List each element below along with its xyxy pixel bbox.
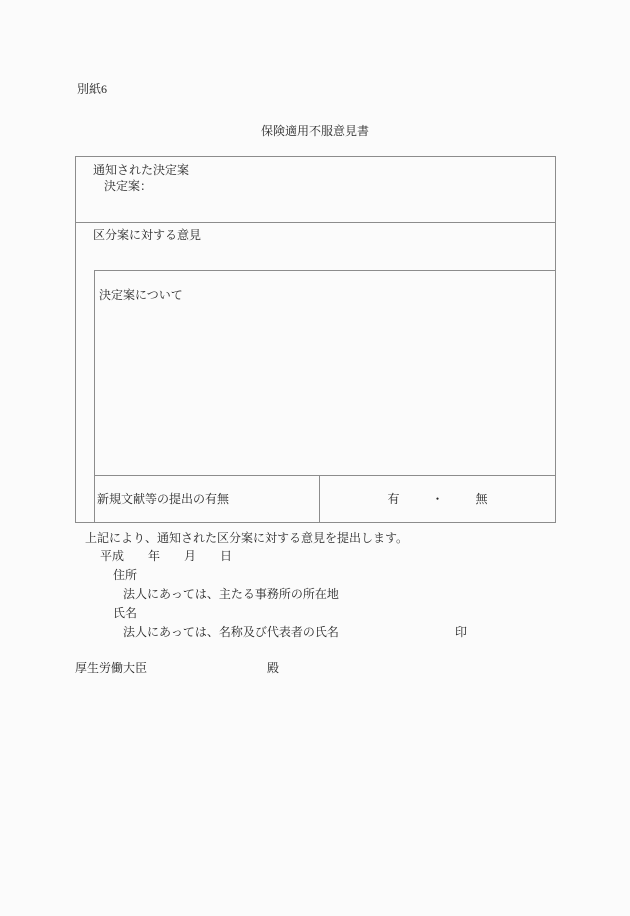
attachment-label: 別紙6	[77, 82, 108, 96]
new-documents-label: 新規文献等の提出の有無	[97, 492, 230, 506]
new-documents-options-cell	[320, 476, 555, 522]
name-label: 氏名	[113, 606, 138, 620]
new-documents-row	[95, 475, 555, 522]
declaration-text: 上記により、通知された区分案に対する意見を提出します。	[85, 531, 409, 545]
notified-decision-section	[76, 157, 555, 223]
form-outer-box	[75, 156, 556, 523]
new-documents-label-cell	[95, 476, 320, 522]
name-corporate-note: 法人にあっては、名称及び代表者の氏名	[123, 625, 339, 639]
seal-label: 印	[455, 625, 468, 639]
option-separator-dot: ・	[431, 492, 444, 506]
addressee-label: 厚生労働大臣	[75, 661, 148, 675]
notified-decision-heading: 通知された決定案	[93, 163, 190, 177]
page-title: 保険適用不服意見書	[260, 124, 369, 138]
addressee-honorific: 殿	[267, 661, 280, 675]
opinion-section-heading: 区分案に対する意見	[93, 228, 202, 242]
date-line: 平成 年 月 日	[100, 549, 233, 563]
option-yes: 有	[387, 492, 400, 506]
address-label: 住所	[113, 568, 138, 582]
comment-area-heading: 決定案について	[99, 288, 183, 302]
opinion-inner-box	[94, 270, 555, 522]
address-corporate-note: 法人にあっては、主たる事務所の所在地	[123, 587, 339, 601]
decision-field-label: 決定案：	[104, 179, 153, 193]
option-no: 無	[475, 492, 488, 506]
